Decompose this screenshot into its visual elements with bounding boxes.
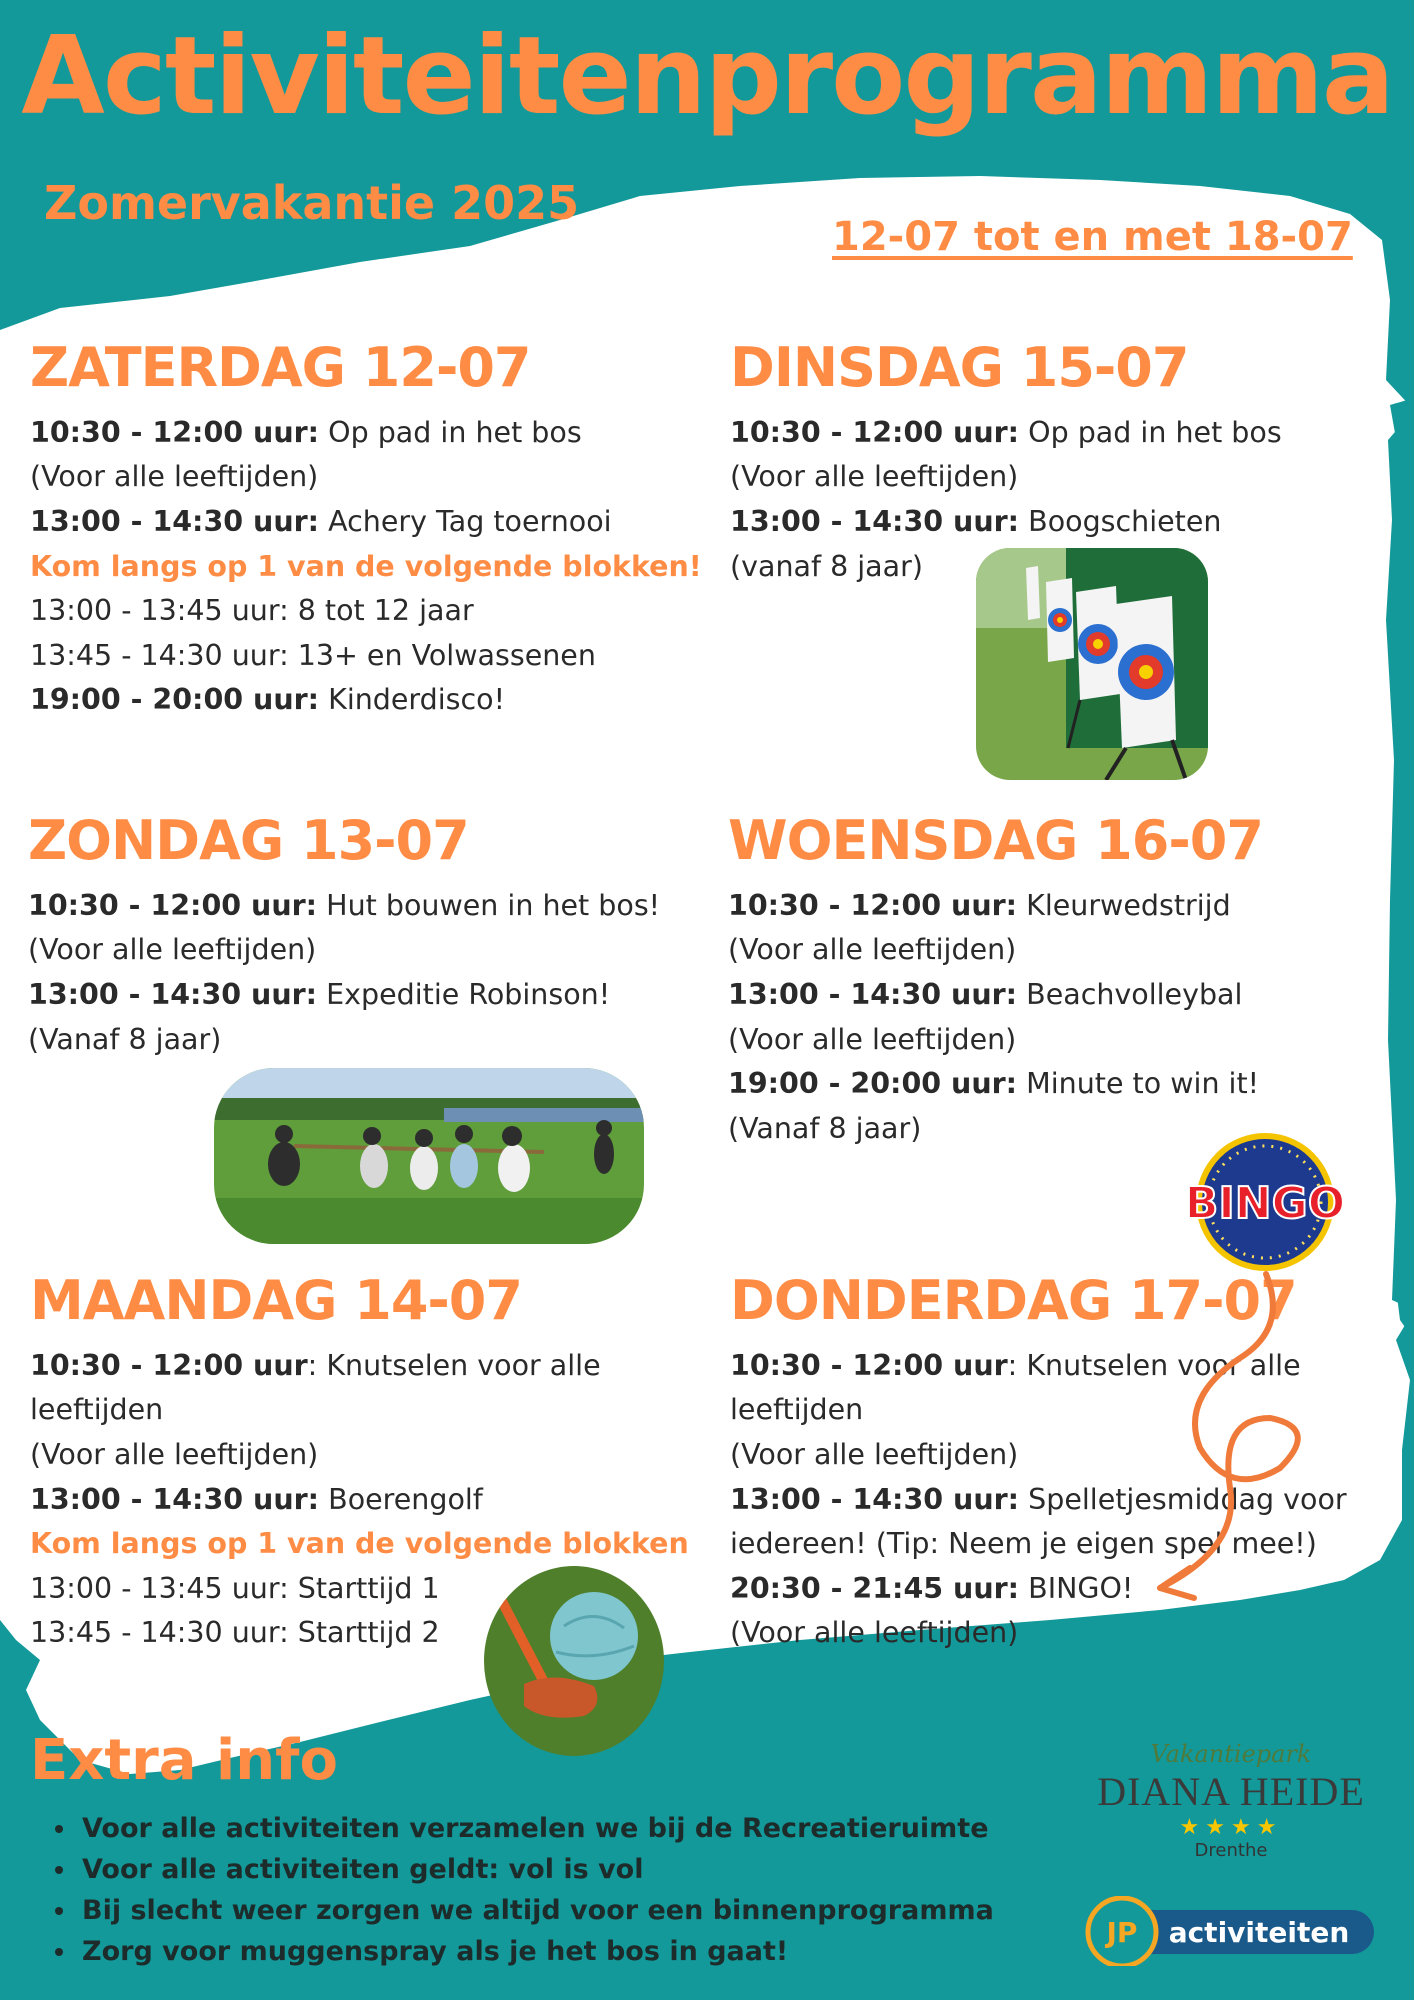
logo-script: Vakantiepark [1150, 1740, 1312, 1768]
schedule-line: 13:00 - 13:45 uur: 8 tot 12 jaar [30, 594, 474, 628]
day-title: DONDERDAG 17-07 [730, 1269, 1297, 1332]
schedule-line: 13:00 - 14:30 uur: Spelletjesmiddag voor [730, 1482, 1347, 1516]
list-item: • Voor alle activiteiten geldt: vol is vol [78, 1849, 994, 1890]
schedule-line: 20:30 - 21:45 uur: BINGO! [730, 1571, 1134, 1605]
day-title: ZONDAG 13-07 [28, 809, 469, 872]
schedule-line: 13:00 - 14:30 uur: Expeditie Robinson! [28, 977, 611, 1011]
day-wednesday [728, 809, 1408, 1151]
tug-of-war-photo [214, 1068, 644, 1244]
schedule-line: 19:00 - 20:00 uur: Minute to win it! [728, 1067, 1260, 1101]
schedule-line: leeftijden [30, 1393, 164, 1427]
schedule-line: 13:45 - 14:30 uur: 13+ en Volwassenen [30, 638, 596, 672]
schedule-line: iedereen! (Tip: Neem je eigen spel mee!) [730, 1527, 1317, 1561]
highlight-line: Kom langs op 1 van de volgende blokken [30, 1527, 689, 1561]
schedule-line: (Voor alle leeftijden) [30, 1437, 319, 1471]
bingo-logo [1172, 1132, 1358, 1272]
day-title: ZATERDAG 12-07 [30, 336, 531, 399]
archery-photo [976, 548, 1208, 780]
list-item: • Voor alle activiteiten verzamelen we bij de Recreatieruimte [78, 1808, 994, 1849]
highlight-line: Kom langs op 1 van de volgende blokken! [30, 549, 702, 583]
schedule-line: (Voor alle leeftijden) [730, 1437, 1019, 1471]
schedule-line: (Voor alle leeftijden) [728, 1022, 1017, 1056]
schedule-line: 13:45 - 14:30 uur: Starttijd 2 [30, 1616, 440, 1650]
schedule-line: (Voor alle leeftijden) [30, 460, 319, 494]
jp-activiteiten-logo [1084, 1896, 1384, 1966]
day-title: DINSDAG 15-07 [730, 336, 1189, 399]
list-item: • Bij slecht weer zorgen we altijd voor een binnenprogramma [78, 1890, 994, 1931]
schedule-line: 10:30 - 12:00 uur: Op pad in het bos [30, 415, 582, 449]
schedule-line: 10:30 - 12:00 uur: Hut bouwen in het bos! [28, 888, 661, 922]
schedule-line: 13:00 - 14:30 uur: Beachvolleybal [728, 977, 1243, 1011]
date-range: 12-07 tot en met 18-07 [832, 214, 1353, 260]
schedule-line: 10:30 - 12:00 uur: Op pad in het bos [730, 415, 1282, 449]
schedule-line: 10:30 - 12:00 uur: Kleurwedstrijd [728, 888, 1231, 922]
squiggle-arrow-icon [1120, 1268, 1320, 1608]
day-saturday [30, 336, 710, 723]
logo-region: Drenthe [1194, 1840, 1268, 1861]
jp-word: activiteiten [1168, 1916, 1350, 1949]
day-sunday [28, 809, 708, 1062]
schedule-line: (Vanaf 8 jaar) [28, 1022, 222, 1056]
boerengolf-photo [484, 1566, 664, 1756]
logo-stars: ★★★★ [1179, 1815, 1283, 1840]
extra-info-title: Extra info [30, 1728, 338, 1793]
schedule-line: (Voor alle leeftijden) [728, 933, 1017, 967]
schedule-line: 13:00 - 14:30 uur: Boerengolf [30, 1482, 483, 1516]
list-item: • Zorg voor muggenspray als je het bos in gaat! [78, 1931, 994, 1972]
page-title: Activiteitenprogramma [21, 14, 1393, 139]
schedule-line: 10:30 - 12:00 uur: Knutselen voor alle [30, 1348, 601, 1382]
schedule-line: 13:00 - 13:45 uur: Starttijd 1 [30, 1571, 440, 1605]
schedule-line: (Vanaf 8 jaar) [728, 1111, 922, 1145]
bingo-text: BINGO [1184, 1178, 1346, 1229]
day-title: WOENSDAG 16-07 [728, 809, 1263, 872]
schedule-line: (Voor alle leeftijden) [730, 460, 1019, 494]
schedule-line: (Voor alle leeftijden) [28, 933, 317, 967]
day-title: MAANDAG 14-07 [30, 1269, 522, 1332]
extra-info-list [44, 1808, 994, 1972]
diana-heide-logo [1086, 1740, 1376, 1861]
schedule-line: 10:30 - 12:00 uur: Knutselen voor alle [730, 1348, 1301, 1382]
schedule-line: 19:00 - 20:00 uur: Kinderdisco! [30, 683, 506, 717]
schedule-line: (Voor alle leeftijden) [730, 1616, 1019, 1650]
schedule-line: 13:00 - 14:30 uur: Boogschieten [730, 504, 1222, 538]
jp-mark: JP [1106, 1916, 1138, 1949]
subtitle: Zomervakantie 2025 [44, 176, 580, 230]
logo-name: DIANA HEIDE [1097, 1769, 1365, 1814]
schedule-line: leeftijden [730, 1393, 864, 1427]
schedule-line: (vanaf 8 jaar) [730, 549, 923, 583]
schedule-line: 13:00 - 14:30 uur: Achery Tag toernooi [30, 504, 612, 538]
